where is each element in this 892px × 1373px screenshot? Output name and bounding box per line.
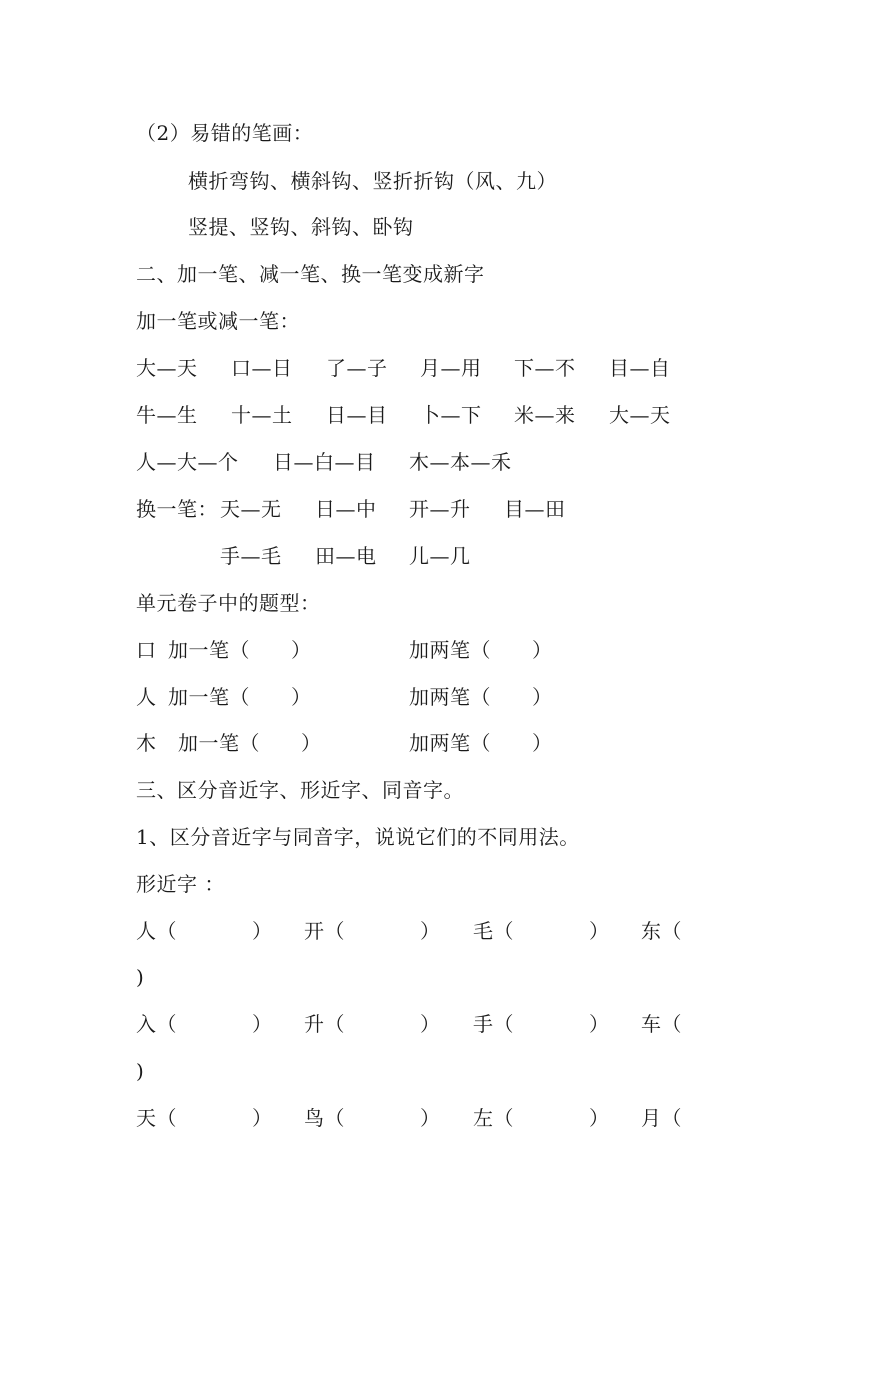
- char-blank-close: ）: [420, 1012, 441, 1036]
- add-remove-row: [136, 353, 696, 383]
- word-pair: 口—日: [231, 356, 293, 380]
- question-row: [136, 635, 696, 665]
- similar-row: [136, 1009, 706, 1039]
- word-pair: 目—田: [504, 497, 566, 521]
- word-pair: 日—目: [326, 403, 388, 427]
- add-remove-label: 加一笔或减一笔：: [136, 309, 300, 333]
- easy-wrong-heading: （2）易错的笔画：: [136, 121, 314, 145]
- similar-shape-label: 形近字 ：: [136, 872, 225, 896]
- char-blank-close: ）: [252, 1012, 273, 1036]
- word-pair: 田—电: [315, 544, 377, 568]
- swap-row: [136, 494, 696, 524]
- wrapped-close-paren: ): [136, 965, 145, 989]
- word-pair: 了—子: [326, 356, 388, 380]
- char-blank-open: 人（: [136, 919, 177, 943]
- char-blank-open: 开（: [304, 919, 345, 943]
- base-char: 木: [136, 731, 157, 755]
- word-pair: 月—用: [420, 356, 482, 380]
- char-blank-open: 毛（: [473, 919, 514, 943]
- section-2-heading: 二、加一笔、减一笔、换一笔变成新字: [136, 262, 485, 286]
- char-blank-open: 天（: [136, 1106, 177, 1130]
- add-remove-row: [136, 400, 696, 430]
- char-blank-open: 车（: [641, 1012, 682, 1036]
- strokes-line-1: 横折弯钩、横斜钩、竖折折钩（风、九）: [188, 169, 557, 193]
- add-two-blank: 加两笔（ ）: [409, 638, 553, 662]
- swap-row: [136, 541, 696, 571]
- char-blank-close: ）: [589, 919, 610, 943]
- word-pair: 手—毛: [220, 544, 282, 568]
- strokes-line-2: 竖提、竖钩、斜钩、卧钩: [188, 215, 414, 239]
- word-chain: 人—大—个: [136, 450, 239, 474]
- char-blank-close: ）: [589, 1106, 610, 1130]
- char-blank-open: 手（: [473, 1012, 514, 1036]
- char-blank-close: ）: [252, 919, 273, 943]
- word-pair: 大—天: [609, 403, 671, 427]
- word-chain: 木—本—禾: [409, 450, 512, 474]
- base-char: 人: [136, 685, 157, 709]
- section-3-heading: 三、区分音近字、形近字、同音字。: [136, 778, 464, 802]
- add-one-blank: 加一笔（ ）: [168, 638, 312, 662]
- char-blank-open: 鸟（: [304, 1106, 345, 1130]
- char-blank-close: ）: [589, 1012, 610, 1036]
- word-pair: 开—升: [409, 497, 471, 521]
- word-pair: 卜—下: [420, 403, 482, 427]
- question-row: [136, 682, 696, 712]
- similar-row: [136, 1103, 706, 1133]
- word-pair: 米—来: [514, 403, 576, 427]
- add-two-blank: 加两笔（ ）: [409, 685, 553, 709]
- word-chain: 日—白—目: [273, 450, 376, 474]
- char-blank-open: 月（: [641, 1106, 682, 1130]
- add-one-blank: 加一笔（ ）: [168, 685, 312, 709]
- question-row: [136, 728, 696, 758]
- char-blank-open: 入（: [136, 1012, 177, 1036]
- char-blank-close: ）: [420, 1106, 441, 1130]
- word-pair: 目—自: [609, 356, 671, 380]
- word-pair: 下—不: [514, 356, 576, 380]
- word-pair: 儿—几: [409, 544, 471, 568]
- swap-label: 换一笔：: [136, 497, 218, 521]
- word-pair: 天—无: [220, 497, 282, 521]
- word-pair: 日—中: [315, 497, 377, 521]
- add-one-blank: 加一笔（ ）: [178, 731, 322, 755]
- section-3-item-1: 1、区分音近字与同音字，说说它们的不同用法。: [136, 825, 580, 849]
- similar-row: [136, 916, 706, 946]
- char-blank-open: 左（: [473, 1106, 514, 1130]
- add-remove-row: [136, 447, 696, 477]
- char-blank-open: 升（: [304, 1012, 345, 1036]
- char-blank-close: ）: [252, 1106, 273, 1130]
- char-blank-close: ）: [420, 919, 441, 943]
- word-pair: 十—土: [231, 403, 293, 427]
- base-char: 口: [136, 638, 157, 662]
- add-two-blank: 加两笔（ ）: [409, 731, 553, 755]
- char-blank-open: 东（: [641, 919, 682, 943]
- wrapped-close-paren: ): [136, 1059, 145, 1083]
- word-pair: 大—天: [136, 356, 198, 380]
- questions-label: 单元卷子中的题型：: [136, 591, 321, 615]
- word-pair: 牛—生: [136, 403, 198, 427]
